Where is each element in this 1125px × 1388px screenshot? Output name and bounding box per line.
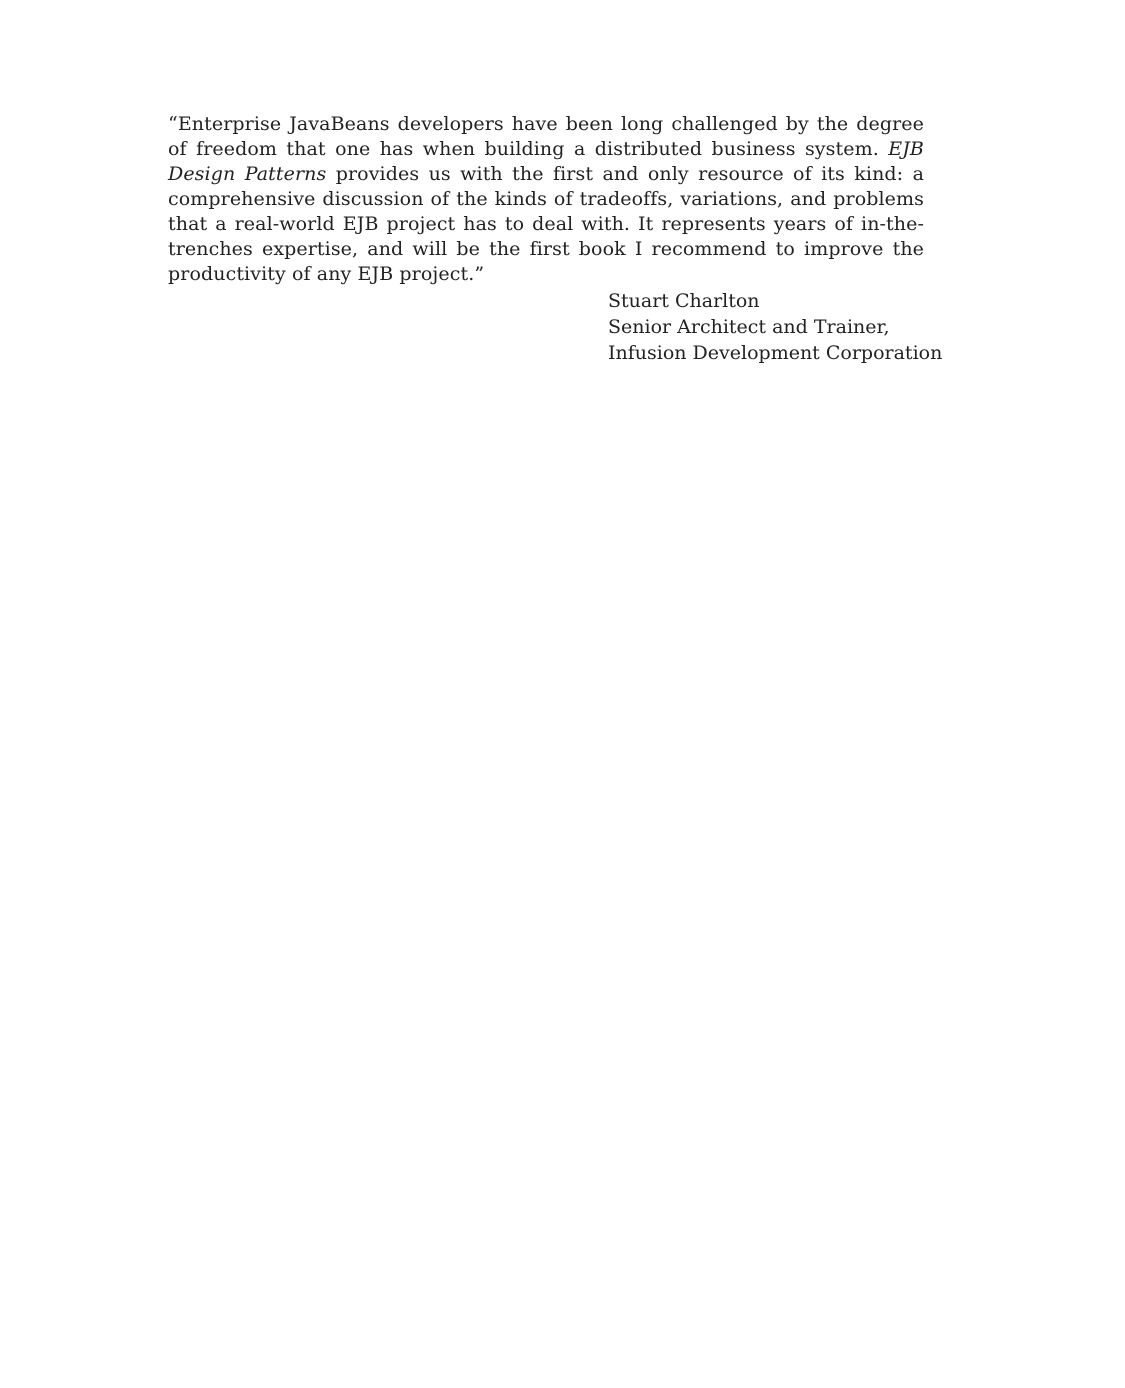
attribution-block [608, 288, 942, 366]
book-title-italic: EJB Design Patterns [168, 138, 924, 185]
attribution-title: Senior Architect and Trainer, [608, 316, 890, 338]
testimonial-quote [168, 112, 924, 287]
quote-text-before-title: “Enterprise JavaBeans developers have been long challenged by the degree of freedom that one has when building a distributed business system. [168, 113, 924, 160]
quote-text-after-title: provides us with the first and only resource of its kind: a comprehensive discussion of the kinds of tradeoffs, variations, and problems that a real-world EJB project has to deal with. It represents years of in-the-trenches expertise, and will be the first book I recommend to improve the productivity of any EJB project.” [168, 163, 924, 285]
attribution-name: Stuart Charlton [608, 290, 760, 312]
attribution-organization: Infusion Development Corporation [608, 342, 943, 364]
